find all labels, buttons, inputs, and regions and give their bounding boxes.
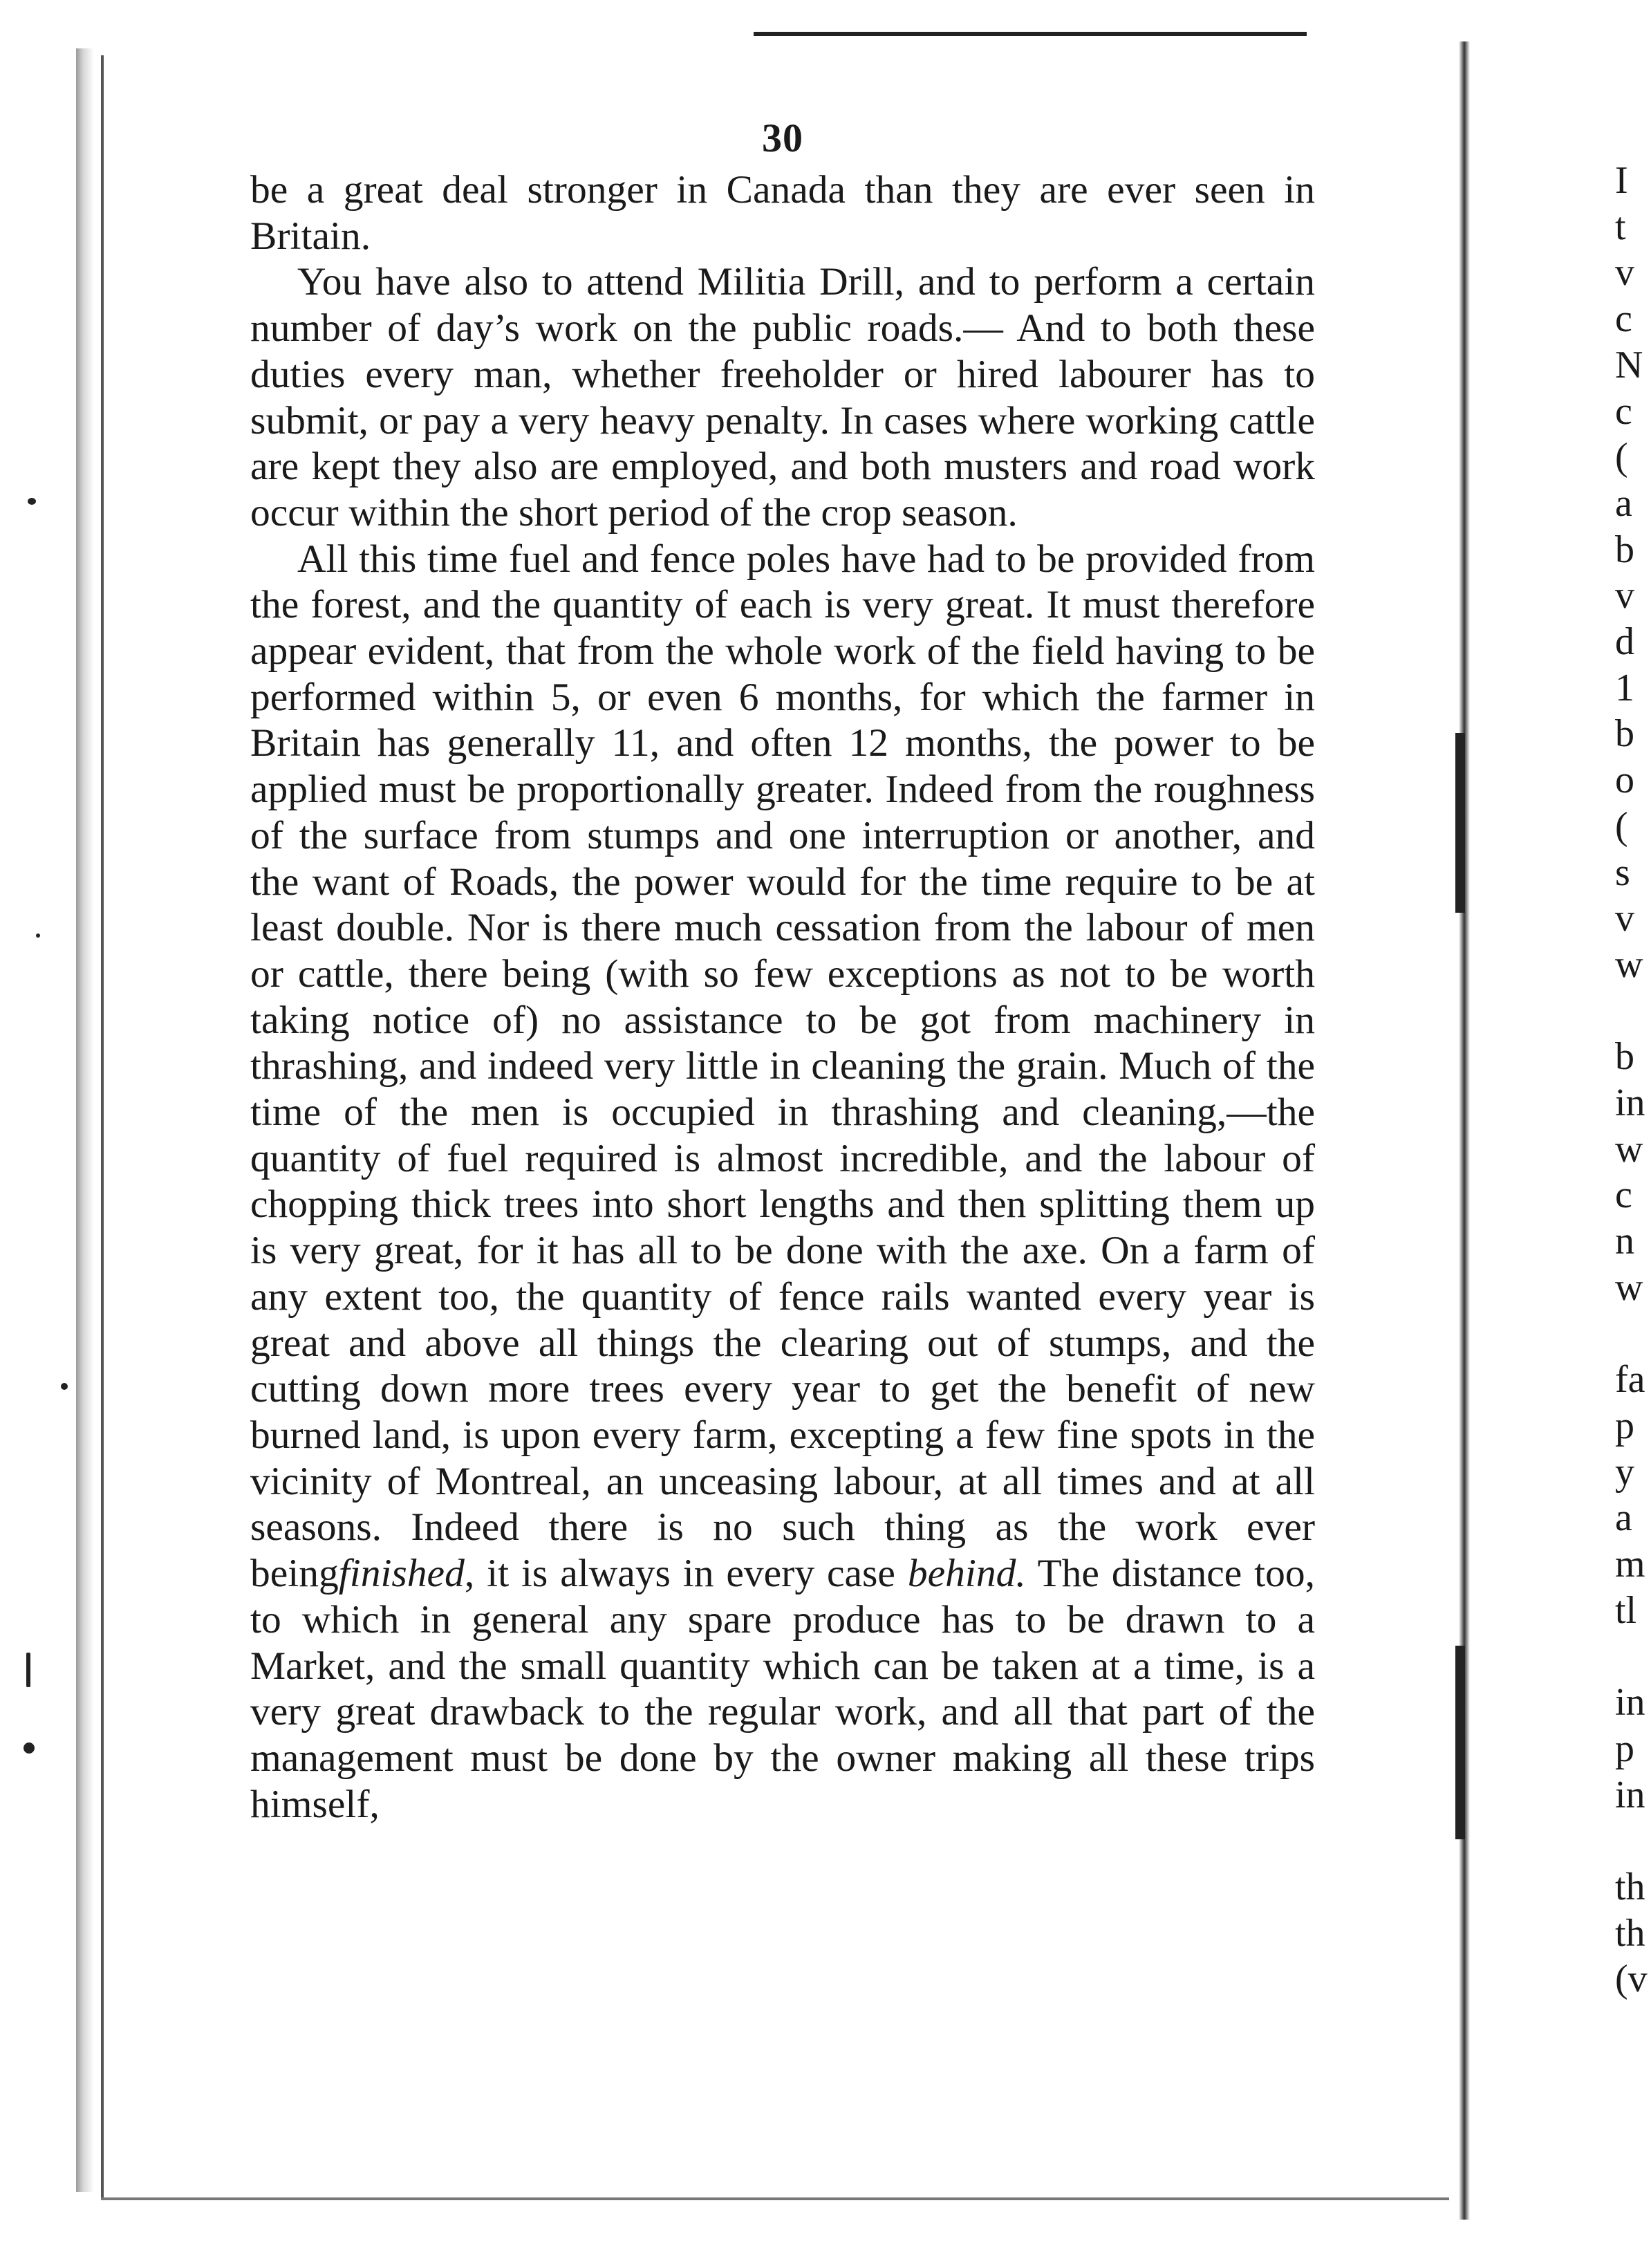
- facing-line-fragment: in: [1615, 1681, 1645, 1725]
- scan-speck: [61, 1383, 68, 1390]
- gutter-mark: [1455, 733, 1465, 913]
- facing-line-fragment: v: [1615, 574, 1634, 617]
- facing-line-fragment: th: [1615, 1911, 1645, 1955]
- paragraph-text: , it is always in every case: [464, 1552, 895, 1596]
- italic-word-finished: finished: [338, 1552, 465, 1596]
- facing-line-fragment: o: [1615, 759, 1634, 802]
- paragraph-continuation: be a great deal stronger in Canada than they are ever seen in Britain.: [250, 168, 1315, 258]
- facing-line-fragment: m: [1615, 1543, 1645, 1586]
- facing-line-fragment: (: [1615, 436, 1628, 479]
- paragraph-militia-drill: You have also to attend Militia Drill, and to perform a certain number of day’s work on the public roads.— And to both these duties every man, whether freeholder or hired labourer has to submit, or pay a very heavy penalty. In cases where working cattle are kept they also are employed, and both musters and road work occur within the short period of the crop season.: [250, 260, 1315, 535]
- facing-line-fragment: p: [1615, 1727, 1634, 1770]
- facing-line-fragment: v: [1615, 897, 1634, 940]
- facing-page-fragment: [1615, 158, 1651, 2002]
- italic-word-behind: behind.: [907, 1552, 1026, 1596]
- paragraph-text: The distance too, to which in general any spare produce has to be drawn to a Market, and the small quantity which can be taken at a time, is a very great drawback to the regular work, and all that part of the management must be done by the owner making all these trips himself,: [250, 1552, 1315, 1826]
- facing-line-fragment: y: [1615, 1450, 1634, 1494]
- scan-speck: [36, 933, 40, 938]
- facing-line-fragment: b: [1615, 528, 1634, 571]
- facing-line-fragment: in: [1615, 1081, 1645, 1124]
- scan-top-edge: [754, 32, 1307, 36]
- facing-line-fragment: w: [1615, 942, 1643, 986]
- facing-line-fragment: w: [1615, 1127, 1643, 1171]
- facing-line-fragment: tl: [1615, 1588, 1637, 1632]
- facing-line-fragment: (v: [1615, 1958, 1648, 2001]
- page-number: 30: [762, 115, 803, 160]
- facing-line-fragment: d: [1615, 620, 1634, 663]
- facing-line-fragment: I: [1615, 159, 1628, 202]
- facing-line-fragment: N: [1615, 343, 1643, 387]
- facing-line-fragment: th: [1615, 1865, 1645, 1908]
- facing-line-fragment: 1: [1615, 666, 1634, 709]
- facing-line-fragment: b: [1615, 712, 1634, 756]
- facing-line-fragment: in: [1615, 1773, 1645, 1816]
- paragraph-fuel-and-fence: [250, 537, 1315, 1828]
- page-bottom-edge: [101, 2197, 1449, 2200]
- facing-line-fragment: a: [1615, 481, 1632, 525]
- facing-line-fragment: w: [1615, 1265, 1643, 1309]
- page-edge-shadow: [76, 48, 94, 2192]
- page-left-edge: [101, 55, 104, 2199]
- facing-line-fragment: s: [1615, 850, 1630, 894]
- book-gutter: [1459, 41, 1470, 2220]
- facing-line-fragment: t: [1615, 205, 1626, 248]
- scan-speck: [26, 1653, 30, 1687]
- gutter-mark: [1455, 1646, 1465, 1839]
- facing-line-fragment: (: [1615, 804, 1628, 848]
- facing-line-fragment: v: [1615, 251, 1634, 295]
- book-page: [250, 111, 1315, 1828]
- page-body: [250, 167, 1315, 1828]
- facing-line-fragment: c: [1615, 389, 1632, 433]
- facing-line-fragment: a: [1615, 1496, 1632, 1540]
- facing-line-fragment: fa: [1615, 1358, 1645, 1402]
- scan-top-border: [0, 0, 1651, 48]
- facing-line-fragment: c: [1615, 297, 1632, 341]
- facing-line-fragment: c: [1615, 1173, 1632, 1217]
- scan-speck: [28, 498, 36, 505]
- scan-speck: [24, 1742, 35, 1754]
- facing-line-fragment: b: [1615, 1035, 1634, 1079]
- paragraph-text: All this time fuel and fence poles have had to be provided from the forest, and the quantity of each is very great. It must therefore appear evident, that from the whole work of the field having to be performed within 5, or even 6 months, for which the farmer in Britain has generally 11, and often 12 months, the power to be applied must be proportionally greater. Indeed from the roughness of the surface from stumps and one interruption or another, and the want of Roads, the power would for the time require to be at least double. Nor is there much cessation from the labour of men or cattle, there being (with so few exceptions as not to be worth taking notice of) no assistance to be got from machinery in thrashing, and indeed very little in cleaning the grain. Much of the time of the men is occupied in thrashing and cleaning,—the quantity of fuel required is almost incredible, and the labour of chopping thick trees into short lengths and then splitting them up is very great, for it has all to be done with the axe. On a farm of any extent too, the quantity of fence rails wanted every year is great and above all things the clearing out of stumps, and the cutting down more trees every year to get the benefit of new burned land, is upon every farm, excepting a few fine spots in the vicinity of Montreal, an unceasing labour, at all times and at all seasons. Indeed there is no such thing as the work ever being: [250, 537, 1315, 1596]
- facing-line-fragment: p: [1615, 1404, 1634, 1447]
- facing-line-fragment: n: [1615, 1220, 1634, 1263]
